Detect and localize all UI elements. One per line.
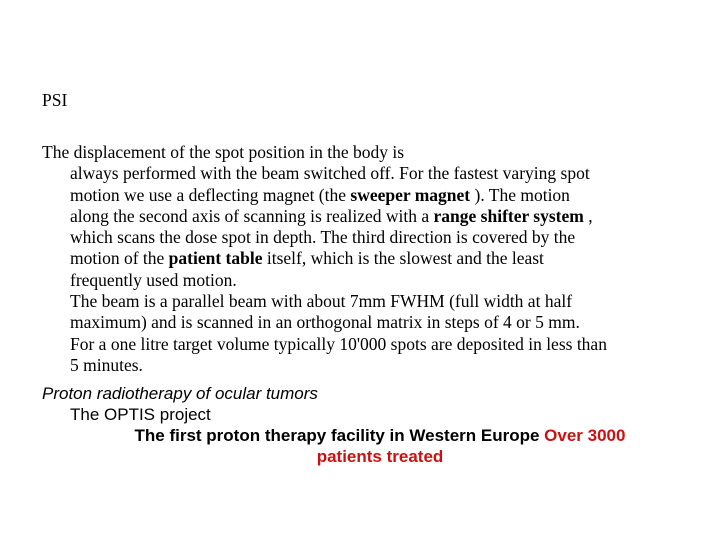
page-heading: PSI (42, 90, 68, 110)
range-shifter-term: range shifter system (433, 205, 584, 226)
optis-project-title: The OPTIS project (70, 405, 211, 424)
paragraph-line: frequently used motion. (70, 269, 237, 290)
sweeper-magnet-term: sweeper magnet (350, 184, 471, 205)
facility-line (42, 425, 690, 446)
paragraph-line: The beam is a parallel beam with about 7mm FWHM (full width at half (70, 291, 573, 312)
description-paragraph (42, 142, 702, 376)
paragraph-line: maximum) and is scanned in an orthogonal matrix in steps of 4 or 5 mm. (70, 312, 580, 333)
text-run: motion we use a deflecting magnet (the (70, 184, 351, 205)
text-run: ). The motion (470, 184, 570, 205)
optis-subtitle: Proton radiotherapy of ocular tumors (42, 384, 318, 403)
text-run: along the second axis of scanning is realized with a (70, 205, 434, 226)
paragraph-line (42, 248, 702, 269)
text-run: , (583, 205, 593, 226)
patients-treated: patients treated (316, 447, 444, 466)
facility-text: The first proton therapy facility in Western Europe (134, 426, 540, 445)
text-run: itself, which is the slowest and the least (262, 248, 544, 269)
paragraph-line: which scans the dose spot in depth. The third direction is covered by the (70, 227, 576, 248)
patient-table-term: patient table (168, 248, 263, 269)
paragraph-line: always performed with the beam switched off. For the fastest varying spot (70, 163, 590, 184)
optis-section (42, 383, 702, 467)
paragraph-line: 5 minutes. (70, 354, 143, 375)
paragraph-line: The displacement of the spot position in the body is (42, 142, 405, 162)
paragraph-line (42, 185, 702, 206)
paragraph-line: For a one litre target volume typically 10'000 spots are deposited in less than (70, 333, 607, 354)
text-run: motion of the (70, 248, 169, 269)
patients-count: Over 3000 (544, 426, 626, 445)
paragraph-line (42, 206, 702, 227)
